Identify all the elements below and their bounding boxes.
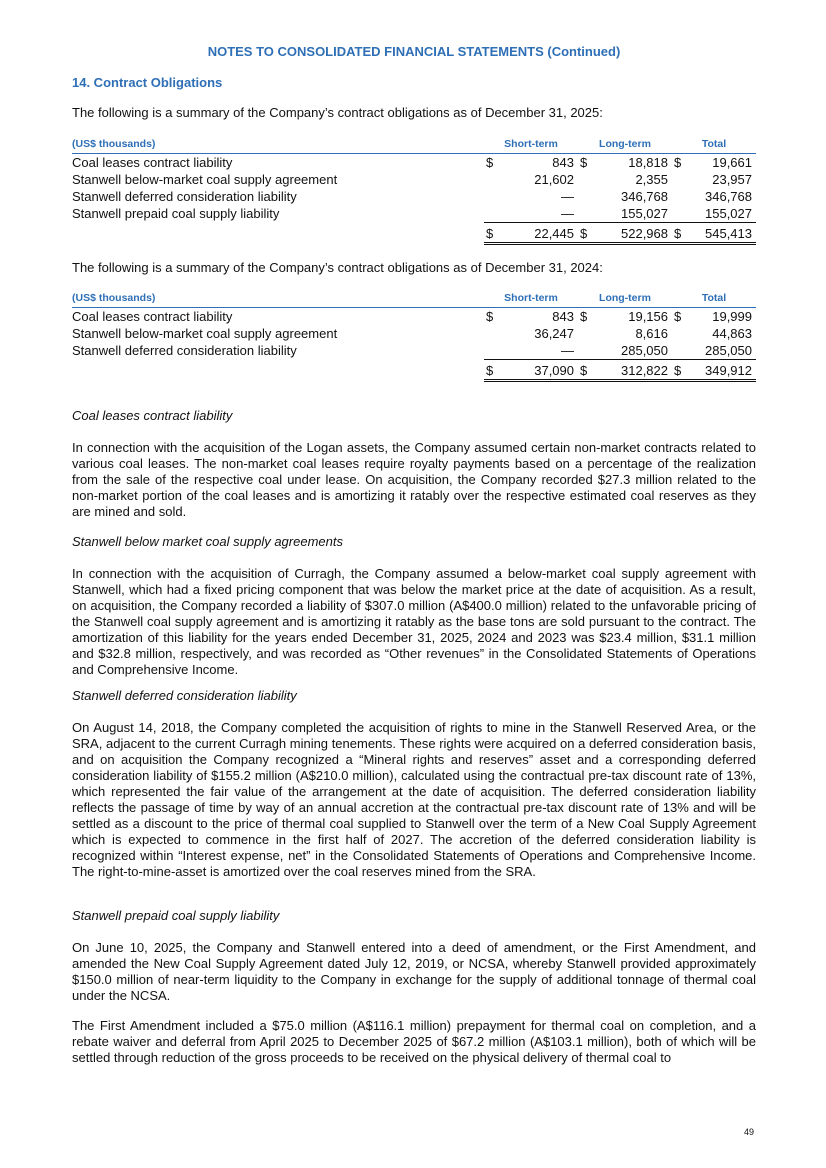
totals-row xyxy=(72,360,756,381)
currency-symbol: $ xyxy=(484,360,498,381)
total-value: 155,027 xyxy=(686,205,756,223)
short-term-value: 843 xyxy=(552,309,574,324)
currency-symbol xyxy=(484,205,498,223)
row-label: Stanwell below-market coal supply agreement xyxy=(72,326,338,341)
row-label: Stanwell deferred consideration liability xyxy=(72,343,297,359)
row-label: Coal leases contract liability xyxy=(72,309,233,324)
currency-symbol xyxy=(672,171,686,188)
col-short-term: Short-term xyxy=(484,290,578,308)
currency-symbol xyxy=(484,325,498,342)
units-label: (US$ thousands) xyxy=(72,136,484,154)
currency-symbol xyxy=(672,342,686,360)
long-term-value: 155,027 xyxy=(592,205,672,223)
table-row xyxy=(72,342,756,360)
long-term-value: 285,050 xyxy=(592,342,672,360)
currency-symbol xyxy=(672,188,686,205)
table-row xyxy=(72,308,756,326)
currency-symbol: $ xyxy=(486,155,494,170)
row-label: Stanwell deferred consideration liability xyxy=(72,189,297,204)
total-value: 23,957 xyxy=(712,172,752,187)
row-label: Stanwell below-market coal supply agreement xyxy=(72,172,338,187)
total-value: 44,863 xyxy=(712,326,752,341)
currency-symbol: $ xyxy=(672,223,686,244)
row-label: Stanwell prepaid coal supply liability xyxy=(72,206,280,222)
currency-symbol xyxy=(484,171,498,188)
table-row xyxy=(72,188,756,205)
table-row xyxy=(72,154,756,172)
currency-symbol: $ xyxy=(674,309,682,324)
currency-symbol: $ xyxy=(672,360,686,381)
row-label: Coal leases contract liability xyxy=(72,155,233,170)
short-term-value: 843 xyxy=(552,155,574,170)
short-term-value: 21,602 xyxy=(534,172,574,187)
long-term-total: 312,822 xyxy=(592,360,672,381)
page-number: 49 xyxy=(743,1127,754,1137)
heading-stanwell-below-market: Stanwell below market coal supply agreements xyxy=(72,534,343,549)
col-short-term: Short-term xyxy=(484,136,578,154)
currency-symbol: $ xyxy=(484,223,498,244)
currency-symbol xyxy=(484,342,498,360)
long-term-value: 8,616 xyxy=(635,326,668,341)
total-value: 285,050 xyxy=(686,342,756,360)
table-header-row xyxy=(72,136,756,154)
long-term-total: 522,968 xyxy=(592,223,672,244)
currency-symbol xyxy=(578,205,592,223)
table-2025 xyxy=(72,136,756,245)
para-coal-leases: In connection with the acquisition of the Logan assets, the Company assumed certain non-market contracts related to various coal leases. The non-market coal leases require royalty payments based on a percentage of the realization from the sale of the respective coal under lease. On acquisition, the Company recorded $27.3 million related to the non-market portion of the coal leases and is amortizing it ratably over the respective estimated coal reserves as they are mined and sold. xyxy=(72,440,756,519)
table-row xyxy=(72,205,756,223)
table-row xyxy=(72,325,756,342)
short-term-total: 22,445 xyxy=(498,223,578,244)
para-stanwell-deferred: On August 14, 2018, the Company completed the acquisition of rights to mine in the Stanwell Reserved Area, or the SRA, adjacent to the current Curragh mining tenements. These rights were acquired on a deferred consideration basis, and on acquisition the Company recognized a “Mineral rights and reserves” asset and a corresponding deferred consideration liability of $155.2 million (A$210.0 million), calculated using the contractual pre-tax discount rate of 13%, which represented the fair value of the arrangement at the date of acquisition. The deferred consideration liability reflects the passage of time by way of an annual accretion at the contractual pre-tax discount rate of 13% and will be settled as a discount to the price of thermal coal supplied to Stanwell over the term of a New Coal Supply Agreement which is expected to commence in the first half of 2027. The accretion of the deferred consideration liability is recognized within “Interest expense, net” in the Consolidated Statements of Operations and Comprehensive Income. The right-to-mine-asset is amortized over the coal reserves mined from the SRA. xyxy=(72,720,756,879)
table-2025-intro: The following is a summary of the Company’s contract obligations as of December 31, 2025: xyxy=(72,105,603,120)
grand-total: 349,912 xyxy=(686,360,756,381)
totals-row xyxy=(72,223,756,244)
currency-symbol: $ xyxy=(674,155,682,170)
section-title: 14. Contract Obligations xyxy=(72,75,223,90)
col-total: Total xyxy=(672,136,756,154)
table-row xyxy=(72,171,756,188)
short-term-value: — xyxy=(498,342,578,360)
grand-total: 545,413 xyxy=(686,223,756,244)
long-term-value: 346,768 xyxy=(621,189,668,204)
col-long-term: Long-term xyxy=(578,136,672,154)
short-term-value: — xyxy=(561,189,574,204)
currency-symbol xyxy=(484,188,498,205)
total-value: 19,999 xyxy=(712,309,752,324)
table-header-row xyxy=(72,290,756,308)
currency-symbol: $ xyxy=(580,155,588,170)
currency-symbol xyxy=(578,342,592,360)
currency-symbol: $ xyxy=(578,360,592,381)
total-value: 19,661 xyxy=(712,155,752,170)
table-2024-intro: The following is a summary of the Company’s contract obligations as of December 31, 2024: xyxy=(72,260,603,275)
para-first-amendment: The First Amendment included a $75.0 million (A$116.1 million) prepayment for thermal coal on completion, and a rebate waiver and deferral from April 2025 to December 2025 of $67.2 million (A$103.1 million), both of which will be settled through reduction of the gross proceeds to be received on the physical delivery of thermal coal to xyxy=(72,1018,756,1065)
currency-symbol: $ xyxy=(580,309,588,324)
col-total: Total xyxy=(672,290,756,308)
short-term-value: 36,247 xyxy=(534,326,574,341)
long-term-value: 18,818 xyxy=(628,155,668,170)
para-stanwell-below-market: In connection with the acquisition of Curragh, the Company assumed a below-market coal supply agreement with Stanwell, which had a fixed pricing component that was below the market price at the date of acquisition. As a result, on acquisition, the Company recorded a liability of $307.0 million (A$400.0 million) related to the unfavorable pricing of the Stanwell coal supply agreement and is amortizing it ratably as the base tons are sold pursuant to the contract. The amortization of this liability for the years ended December 31, 2025, 2024 and 2023 was $23.4 million, $31.1 million and $32.8 million, respectively, and was recorded as “Other revenues” in the Consolidated Statements of Operations and Comprehensive Income. xyxy=(72,566,756,677)
currency-symbol: $ xyxy=(578,223,592,244)
short-term-total: 37,090 xyxy=(498,360,578,381)
heading-coal-leases: Coal leases contract liability xyxy=(72,408,233,423)
para-stanwell-prepaid: On June 10, 2025, the Company and Stanwell entered into a deed of amendment, or the First Amendment, and amended the New Coal Supply Agreement dated July 12, 2019, or NCSA, whereby Stanwell provided approximately $150.0 million of near-term liquidity to the Company in exchange for the supply of additional tonnage of thermal coal under the NCSA. xyxy=(72,940,756,1003)
units-label: (US$ thousands) xyxy=(72,290,484,308)
col-long-term: Long-term xyxy=(578,290,672,308)
page-header: NOTES TO CONSOLIDATED FINANCIAL STATEMENTS (Continued) xyxy=(207,44,621,59)
currency-symbol xyxy=(578,171,592,188)
currency-symbol xyxy=(578,188,592,205)
long-term-value: 2,355 xyxy=(635,172,668,187)
currency-symbol xyxy=(672,205,686,223)
long-term-value: 19,156 xyxy=(628,309,668,324)
currency-symbol xyxy=(672,325,686,342)
heading-stanwell-prepaid: Stanwell prepaid coal supply liability xyxy=(72,908,280,923)
total-value: 346,768 xyxy=(705,189,752,204)
table-2024 xyxy=(72,290,756,382)
totals-label xyxy=(72,223,484,244)
currency-symbol xyxy=(578,325,592,342)
heading-stanwell-deferred: Stanwell deferred consideration liability xyxy=(72,688,297,703)
totals-label xyxy=(72,360,484,381)
short-term-value: — xyxy=(498,205,578,223)
currency-symbol: $ xyxy=(486,309,494,324)
